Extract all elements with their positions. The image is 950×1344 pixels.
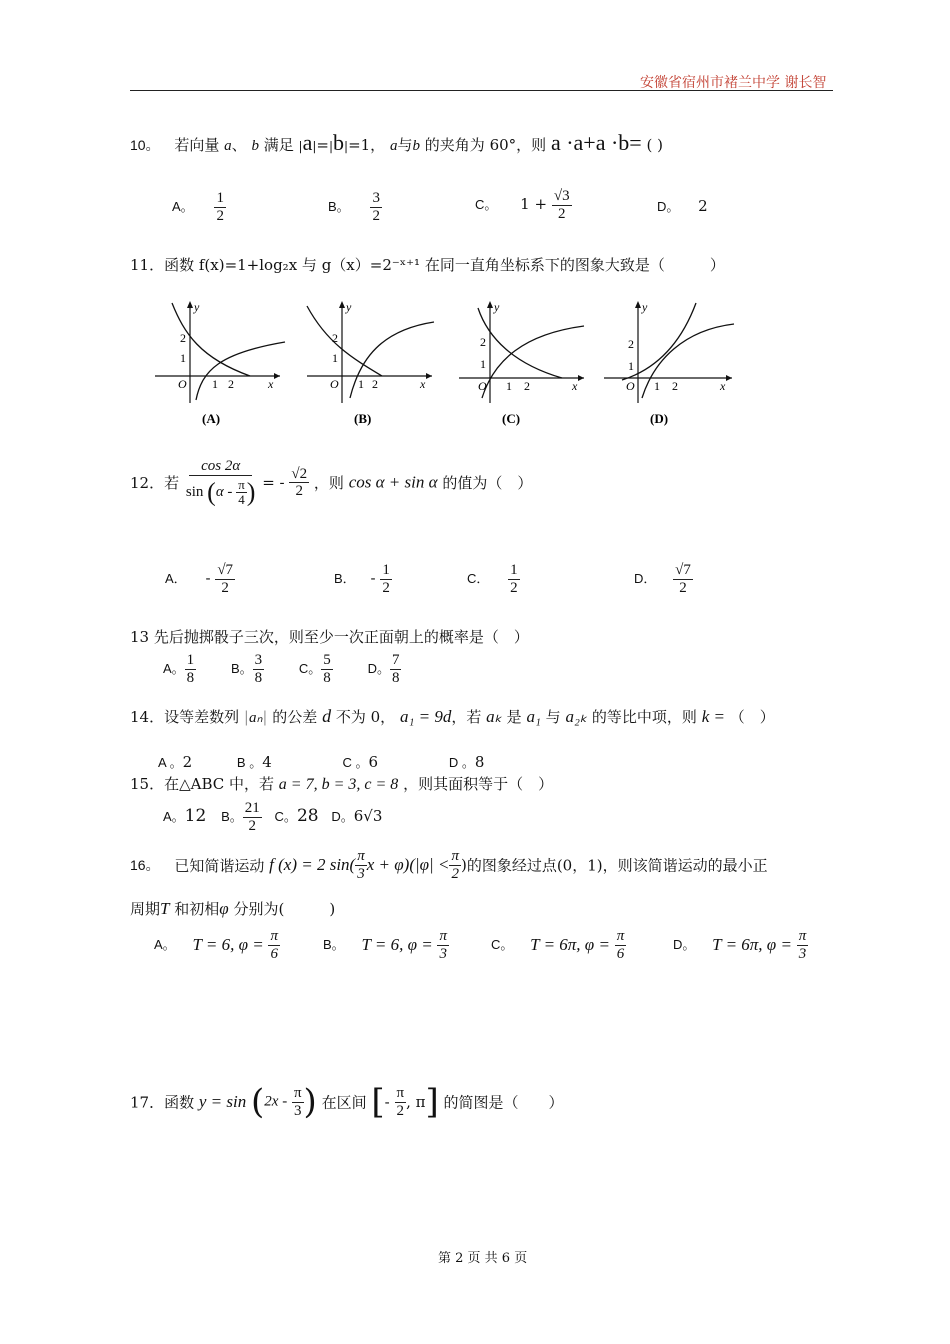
svg-text:1: 1 — [628, 359, 634, 373]
page-footer: 第 2 页 共 6 页 — [438, 1251, 528, 1266]
q13-option-a[interactable]: A。 $\frac{1}{8}$ — [163, 652, 195, 686]
svg-text:1: 1 — [480, 357, 486, 371]
svg-text:y: y — [346, 300, 352, 314]
q12-fraction: cos 2α sin (α - $\frac{\pi}{4}$ ) — [185, 458, 256, 507]
q10-option-a[interactable]: A。 $\frac{1}{2}$ — [172, 190, 224, 224]
svg-text:1: 1 — [332, 351, 338, 365]
question-17: 17．函数 y = sin (2x - $\frac{\pi}{3}$ ) 在区间 [- $\frac{\pi}{2}$ , π] 的简图是（ ） — [130, 1082, 564, 1122]
q12-option-a[interactable]: A． - $\frac{√7}{2}$ — [165, 562, 234, 596]
question-11: 11．函数 f(x)=1+log₂x 与 g（x）=2⁻ˣ⁺¹ 在同一直角坐标系下的图象大致是（ ） — [130, 256, 725, 274]
svg-text:O: O — [178, 377, 187, 391]
q15-option-b[interactable]: B。 $\frac{21}{2}$ — [221, 800, 260, 834]
q13-option-c[interactable]: C。 $\frac{5}{8}$ — [298, 652, 331, 686]
q15-option-a[interactable]: A。12 — [163, 806, 207, 826]
q14-option-d[interactable]: D 。8 — [448, 753, 485, 771]
q14-option-a[interactable]: A 。2 — [158, 753, 193, 771]
q14-option-c[interactable]: C 。6 — [342, 753, 379, 771]
question-16-line2: 周期T 和初相φ 分别为( ) — [130, 899, 336, 918]
q12-option-b[interactable]: B． - $\frac{1}{2}$ — [334, 562, 390, 596]
svg-text:x: x — [420, 377, 426, 391]
svg-text:2: 2 — [672, 379, 678, 393]
svg-text:2: 2 — [480, 335, 486, 349]
q15-options — [163, 800, 382, 834]
q16-option-a[interactable]: A。 T = 6, φ = $\frac{\pi}{6}$ — [154, 928, 278, 962]
question-10: 10。 若向量 a、 b 满足 |a|=|b|=1， a与b 的夹角为 60°，则 a ·a+a ·b= ( ) — [130, 130, 663, 155]
svg-text:O: O — [330, 377, 339, 391]
svg-text:2: 2 — [332, 331, 338, 345]
svg-text:2: 2 — [372, 377, 378, 391]
q10-option-c[interactable]: C。 1 + $\frac{√3}{2}$ — [475, 188, 570, 222]
q15-option-d[interactable]: D。6√3 — [331, 807, 383, 825]
q16-option-b[interactable]: B。 T = 6, φ = $\frac{\pi}{3}$ — [323, 928, 447, 962]
q13-option-b[interactable]: B。 $\frac{3}{8}$ — [230, 652, 263, 686]
q14-option-b[interactable]: B 。4 — [236, 753, 272, 771]
header-rule — [130, 90, 833, 91]
q13-option-d[interactable]: D。 $\frac{7}{8}$ — [367, 652, 400, 686]
graph-b — [307, 300, 434, 426]
svg-text:1: 1 — [506, 379, 512, 393]
svg-text:2: 2 — [628, 337, 634, 351]
q12-option-c[interactable]: C． $\frac{1}{2}$ — [467, 562, 518, 596]
page-header: 安徽省宿州市褚兰中学 谢长智 — [640, 75, 827, 91]
svg-text:1: 1 — [654, 379, 660, 393]
question-12: 12．若 cos 2α sin (α - $\frac{\pi}{4}$ ) = - $\frac{√2}{2}$ ，则 cos α + sin α 的值为（ ） — [130, 458, 533, 507]
q13-options — [163, 652, 401, 686]
svg-text:x: x — [720, 379, 726, 393]
svg-text:1: 1 — [180, 351, 186, 365]
svg-text:x: x — [268, 377, 274, 391]
svg-text:O: O — [626, 379, 635, 393]
svg-text:2: 2 — [180, 331, 186, 345]
svg-text:(D): (D) — [650, 411, 669, 426]
q15-option-c[interactable]: C。28 — [274, 806, 319, 826]
svg-text:y: y — [194, 300, 200, 314]
svg-text:2: 2 — [524, 379, 530, 393]
svg-text:2: 2 — [228, 377, 234, 391]
q10-option-d[interactable]: D。 2 — [657, 197, 708, 215]
svg-text:y: y — [642, 300, 648, 314]
vector-a: a — [224, 138, 232, 154]
svg-text:x: x — [572, 379, 578, 393]
svg-text:O: O — [478, 379, 487, 393]
svg-text:(B): (B) — [354, 411, 372, 426]
graph-c — [459, 300, 584, 426]
question-14: 14．设等差数列 |aₙ| 的公差 d 不为 0， a₁ = 9d，若 aₖ 是 a₁ 与 a₂ₖ 的等比中项，则 k = （ ） — [130, 706, 775, 726]
graph-a — [155, 300, 285, 426]
vector-b: b — [251, 138, 259, 154]
svg-text:(A): (A) — [202, 411, 221, 426]
question-13: 13 先后抛掷骰子三次，则至少一次正面朝上的概率是（ ） — [130, 628, 529, 646]
q11-graphs — [150, 298, 750, 433]
svg-text:1: 1 — [212, 377, 218, 391]
svg-text:1: 1 — [358, 377, 364, 391]
q16-option-d[interactable]: D。 T = 6π, φ = $\frac{\pi}{3}$ — [673, 928, 807, 962]
question-15: 15．在△ABC 中，若 a = 7, b = 3, c = 8 ，则其面积等于（ ） — [130, 775, 554, 793]
q16-option-c[interactable]: C。 T = 6π, φ = $\frac{\pi}{6}$ — [491, 928, 625, 962]
q12-option-d[interactable]: D． $\frac{√7}{2}$ — [634, 562, 691, 596]
svg-text:y: y — [494, 300, 500, 314]
graph-d — [604, 300, 734, 426]
q14-options — [158, 752, 484, 771]
q10-expression: a ·a+a ·b= — [550, 130, 642, 155]
question-16: 16。 已知简谐运动 f (x) = 2 sin( $\frac{\pi}{3}$ x + φ)(|φ| < $\frac{\pi}{2}$ )的图象经过点(0，1)，则该简谐运动的最小正 — [130, 848, 768, 882]
q10-option-b[interactable]: B。 $\frac{3}{2}$ — [328, 190, 380, 224]
svg-text:(C): (C) — [502, 411, 521, 426]
